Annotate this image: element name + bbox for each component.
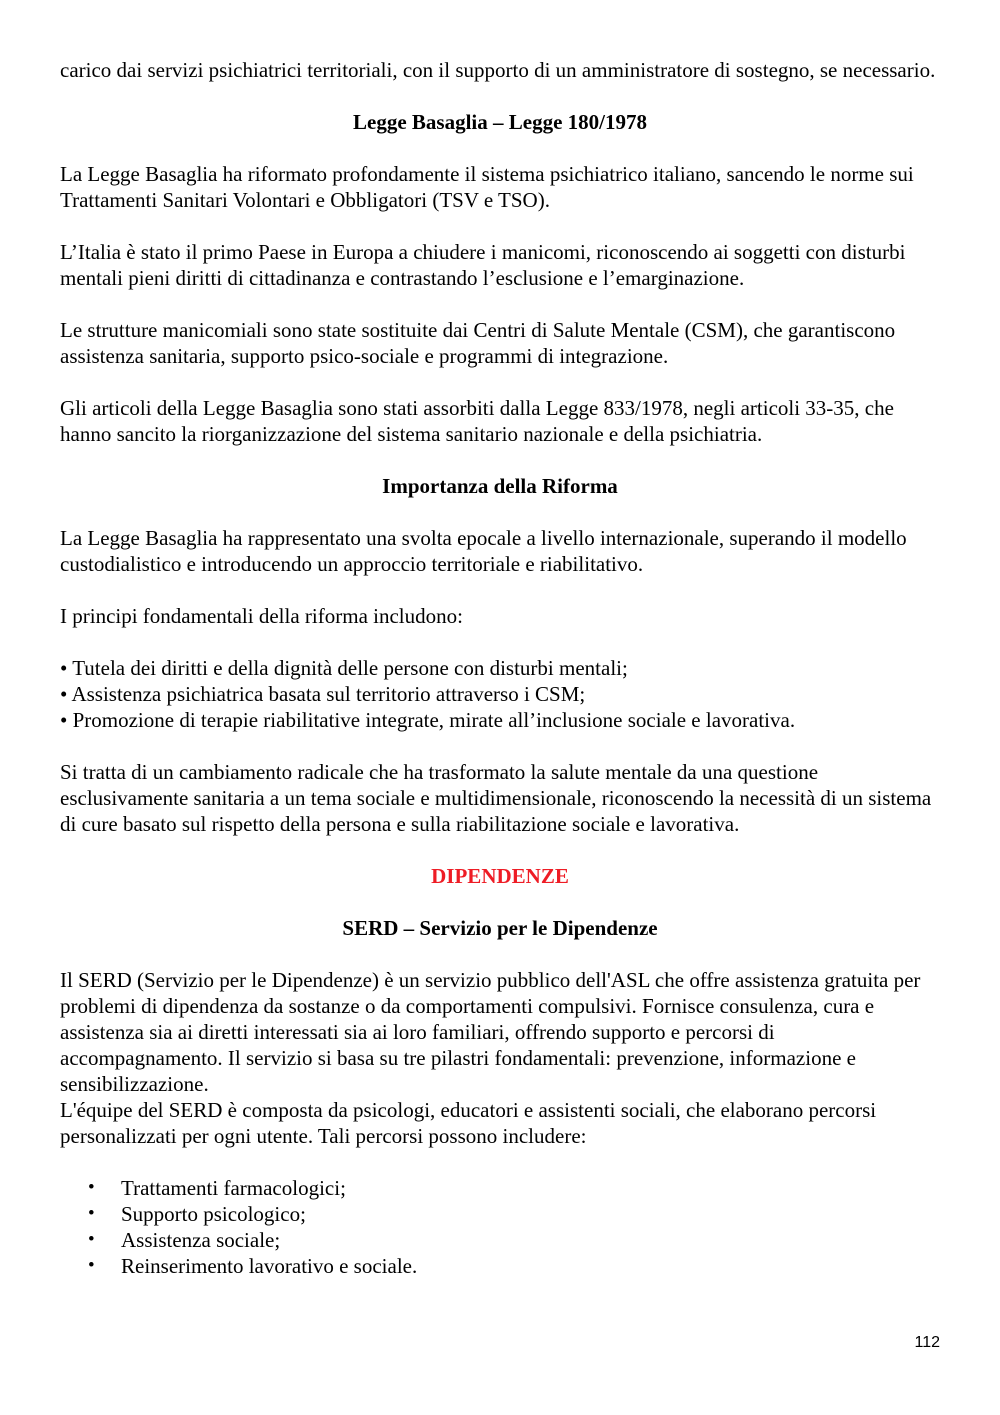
paragraph-riforma-cambiamento: Si tratta di un cambiamento radicale che ha trasformato la salute mentale da una questione esclusivamente sanitaria a un tema sociale e multidimensionale, riconoscendo la necessità di un sistema di cure basato sul rispetto della persona e sulla riabilitazione sociale e lavorativa.: [60, 760, 932, 836]
paragraph-intro-continuation: carico dai servizi psichiatrici territoriali, con il supporto di un amministratore di sostegno, se necessario.: [60, 58, 936, 82]
list-item: [60, 1175, 940, 1201]
heading-importanza-riforma: Importanza della Riforma: [382, 474, 618, 498]
principle-item: • Promozione di terapie riabilitative integrate, mirate all’inclusione sociale e lavorativa.: [60, 708, 796, 732]
list-item-text: Reinserimento lavorativo e sociale.: [121, 1254, 418, 1278]
paragraph-basaglia-riforma: La Legge Basaglia ha riformato profondamente il sistema psichiatrico italiano, sancendo le norme sui Trattamenti Sanitari Volontari e Obbligatori (TSV e TSO).: [60, 162, 914, 212]
heading-serd: SERD – Servizio per le Dipendenze: [342, 916, 658, 940]
paragraph-serd-descrizione: Il SERD (Servizio per le Dipendenze) è un servizio pubblico dell'ASL che offre assistenza gratuita per problemi di dipendenza da sostanze o da comportamenti compulsivi. Fornisce consulenza, cura e assistenza sia ai diretti interessati sia ai loro familiari, offrendo supporto e percorsi di accompagnamento. Il servizio si basa su tre pilastri fondamentali: prevenzione, informazione e sensibilizzazione.: [60, 968, 921, 1096]
heading-dipendenze: DIPENDENZE: [431, 864, 569, 888]
paragraph-serd-equipe: L'équipe del SERD è composta da psicologi, educatori e assistenti sociali, che elaborano percorsi personalizzati per ogni utente. Tali percorsi possono includere:: [60, 1098, 877, 1148]
principle-item: • Tutela dei diritti e della dignità delle persone con disturbi mentali;: [60, 656, 628, 680]
list-item: [60, 1253, 940, 1279]
paragraph-riforma-svolta: La Legge Basaglia ha rappresentato una svolta epocale a livello internazionale, superando il modello custodialistico e introducendo un approccio territoriale e riabilitativo.: [60, 526, 907, 576]
principles-list: [60, 655, 940, 733]
document-page: [60, 57, 940, 1279]
paragraph-basaglia-legge-833: Gli articoli della Legge Basaglia sono stati assorbiti dalla Legge 833/1978, negli articoli 33-35, che hanno sancito la riorganizzazione del sistema sanitario nazionale e della psichiatria.: [60, 396, 894, 446]
paragraph-basaglia-manicomi: L’Italia è stato il primo Paese in Europa a chiudere i manicomi, riconoscendo ai soggetti con disturbi mentali pieni diritti di cittadinanza e contrastando l’esclusione e l’emarginazione.: [60, 240, 906, 290]
list-item: [60, 1201, 940, 1227]
bullet-icon: •: [88, 1229, 95, 1250]
list-item-text: Supporto psicologico;: [121, 1202, 306, 1226]
heading-legge-basaglia: Legge Basaglia – Legge 180/1978: [353, 110, 647, 134]
list-item-text: Trattamenti farmacologici;: [121, 1176, 346, 1200]
bullet-icon: •: [88, 1203, 95, 1224]
paragraph-riforma-principi-intro: I principi fondamentali della riforma includono:: [60, 604, 463, 628]
serd-services-list: [60, 1175, 940, 1279]
list-item: [60, 1227, 940, 1253]
principle-item: • Assistenza psichiatrica basata sul territorio attraverso i CSM;: [60, 682, 586, 706]
list-item-text: Assistenza sociale;: [121, 1228, 281, 1252]
page-number: 112: [914, 1334, 940, 1351]
bullet-icon: •: [88, 1177, 95, 1198]
bullet-icon: •: [88, 1255, 95, 1276]
paragraph-basaglia-csm: Le strutture manicomiali sono state sostituite dai Centri di Salute Mentale (CSM), che garantiscono assistenza sanitaria, supporto psico-sociale e programmi di integrazione.: [60, 318, 896, 368]
